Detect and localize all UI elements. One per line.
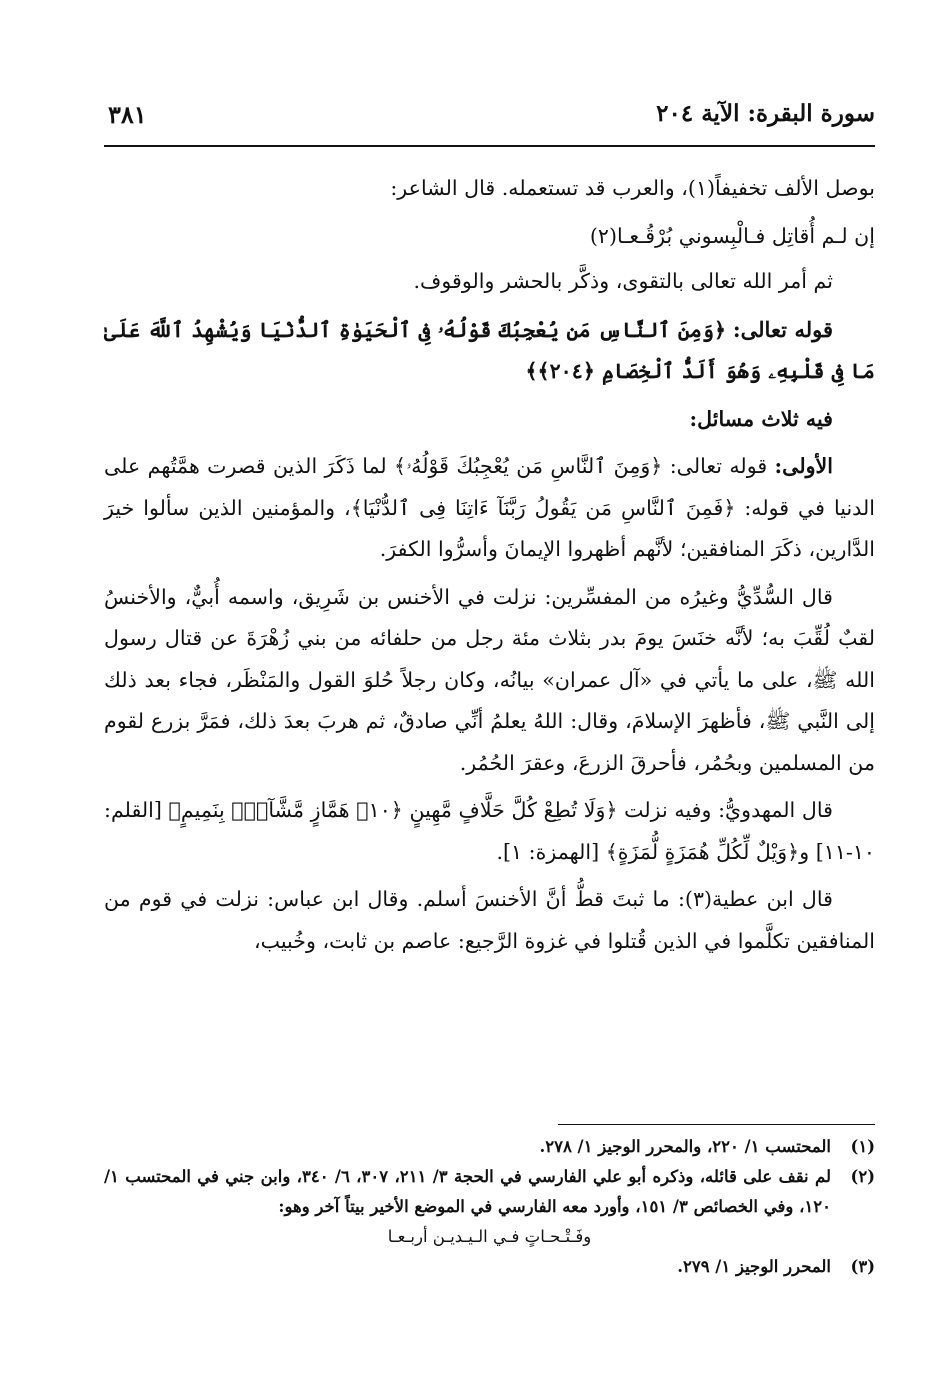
paragraph: ثم أمر الله تعالى بالتقوى، وذكَّر بالحشر والوقوف. [413, 269, 833, 293]
running-title: سورة البقرة: الآية ٢٠٤ [656, 100, 875, 127]
footnote-rule [558, 1124, 875, 1125]
issue-text: قوله تعالى: ﴿وَمِنَ ٱلنَّاسِ مَن يُعْجِبُكَ قَوْلُهُۥ﴾ لما ذَكَرَ الذين قصرت همَّتُهم على الدنيا في قوله: ﴿فَمِنَ ٱلنَّاسِ مَن يَقُولُ رَبَّنَآ ءَاتِنَا فِى ٱلدُّنْيَا﴾، والمؤمنين الذين سألوا خيرَ الدَّارين، ذكَرَ المنافقين؛ لأنَّهم أظهروا الإيمانَ وأسرُّوا الكفرَ. [104, 454, 875, 561]
footnote-number: (٢) [850, 1167, 875, 1186]
footnote-text: المحرر الوجيز ١/ ٢٧٩. [677, 1257, 831, 1276]
footnote-text: لم نقف على قائله، وذكره أبو علي الفارسي في الحجة ٣/ ٢١١، ٣٠٧، ٦/ ٣٤٠، وابن جني في المحتسب ١/ ١٢٠، وفي الخصائص ٣/ ١٥١، وأورد معه الفارسي في الموضع الأخير بيتاً آخر وهو: [104, 1167, 832, 1216]
main-text [104, 168, 875, 968]
footnote [104, 1162, 875, 1222]
footnote-number: (٣) [850, 1257, 875, 1276]
paragraph: بوصل الألف تخفيفاً(١)، والعرب قد تستعمله. قال الشاعر: [390, 176, 875, 200]
footnote-text: المحتسب ١/ ٢٢٠، والمحرر الوجيز ١/ ٢٧٨. [539, 1137, 831, 1156]
section-heading: فيه ثلاث مسائل: [689, 406, 833, 431]
footnotes [104, 1132, 875, 1282]
paragraph: قال المهدويُّ: وفيه نزلت ﴿وَلَا تُطِعْ كُلَّ حَلَّافٍ مَّهِينٍ ﴿١٠﴾ هَمَّازٍ مَّشَّآءٍۭ بِنَمِيمٍ﴾ [القلم: ١٠-١١] و﴿وَيْلٌ لِّكُلِّ هُمَزَةٍ لُّمَزَةٍ﴾ [الهمزة: ١]. [104, 798, 875, 864]
header-rule [104, 145, 875, 147]
quran-verse: ﴿وَمِنَ ٱلنَّاسِ مَن يُعْجِبُكَ قَوْلُهُۥ فِى ٱلْحَيَوٰةِ ٱلدُّنْيَا وَيُشْهِدُ ٱللَّهَ عَلَىٰ مَا فِى قَلْبِهِۦ وَهُوَ أَلَدُّ ٱلْخِصَامِ ﴿٢٠٤﴾﴾ [104, 317, 875, 383]
quran-verse-block [104, 309, 875, 393]
footnote-poem-verse: وفَـتْـحـاتٍ فـي الـيـديـن أربـعـا [387, 1227, 592, 1246]
footnote-number: (١) [850, 1137, 875, 1156]
page-number: ٣٨١ [108, 100, 147, 129]
issue-label: الأولى: [774, 454, 833, 478]
issue-first [104, 446, 875, 571]
footnote [104, 1252, 875, 1282]
page-header [104, 98, 875, 138]
verse-label: قوله تعالى: [732, 316, 834, 342]
paragraph: قال ابن عطية(٣): ما ثبتَ قطُّ أنَّ الأخنسَ أسلم. وقال ابن عباس: نزلت في قوم من المنافقين تكلَّموا في الذين قُتلوا في غزوة الرَّجيع: عاصم بن ثابت، وخُبيب، [104, 887, 875, 953]
paragraph: قال السُّدِّيُّ وغيرُه من المفسِّرين: نزلت في الأخنس بن شَرِيق، واسمه أُبيٌّ، والأخنسُ لقبٌ لُقِّبَ به؛ لأنَّه خنَسَ يومَ بدر بثلاث مئة رجل من حلفائه من بني زُهْرَةَ عن قتال رسول الله ﷺ، على ما يأتي في «آل عمران» بيانُه، وكان رجلاً حُلوَ القول والمَنْظَر، فجاء بعد ذلك إلى النَّبي ﷺ، فأظهرَ الإسلامَ، وقال: اللهُ يعلمُ أنِّي صادقٌ، ثم هربَ بعدَ ذلك، فمَرَّ بزرع لقوم من المسلمين وبحُمُر، فأحرقَ الزرعَ، وعقرَ الحُمُر. [104, 584, 875, 775]
poem-verse: إن لـم أُقاتِل فـالْبِسوني بُرْقُـعـا(٢) [589, 223, 875, 248]
footnote [104, 1132, 875, 1162]
